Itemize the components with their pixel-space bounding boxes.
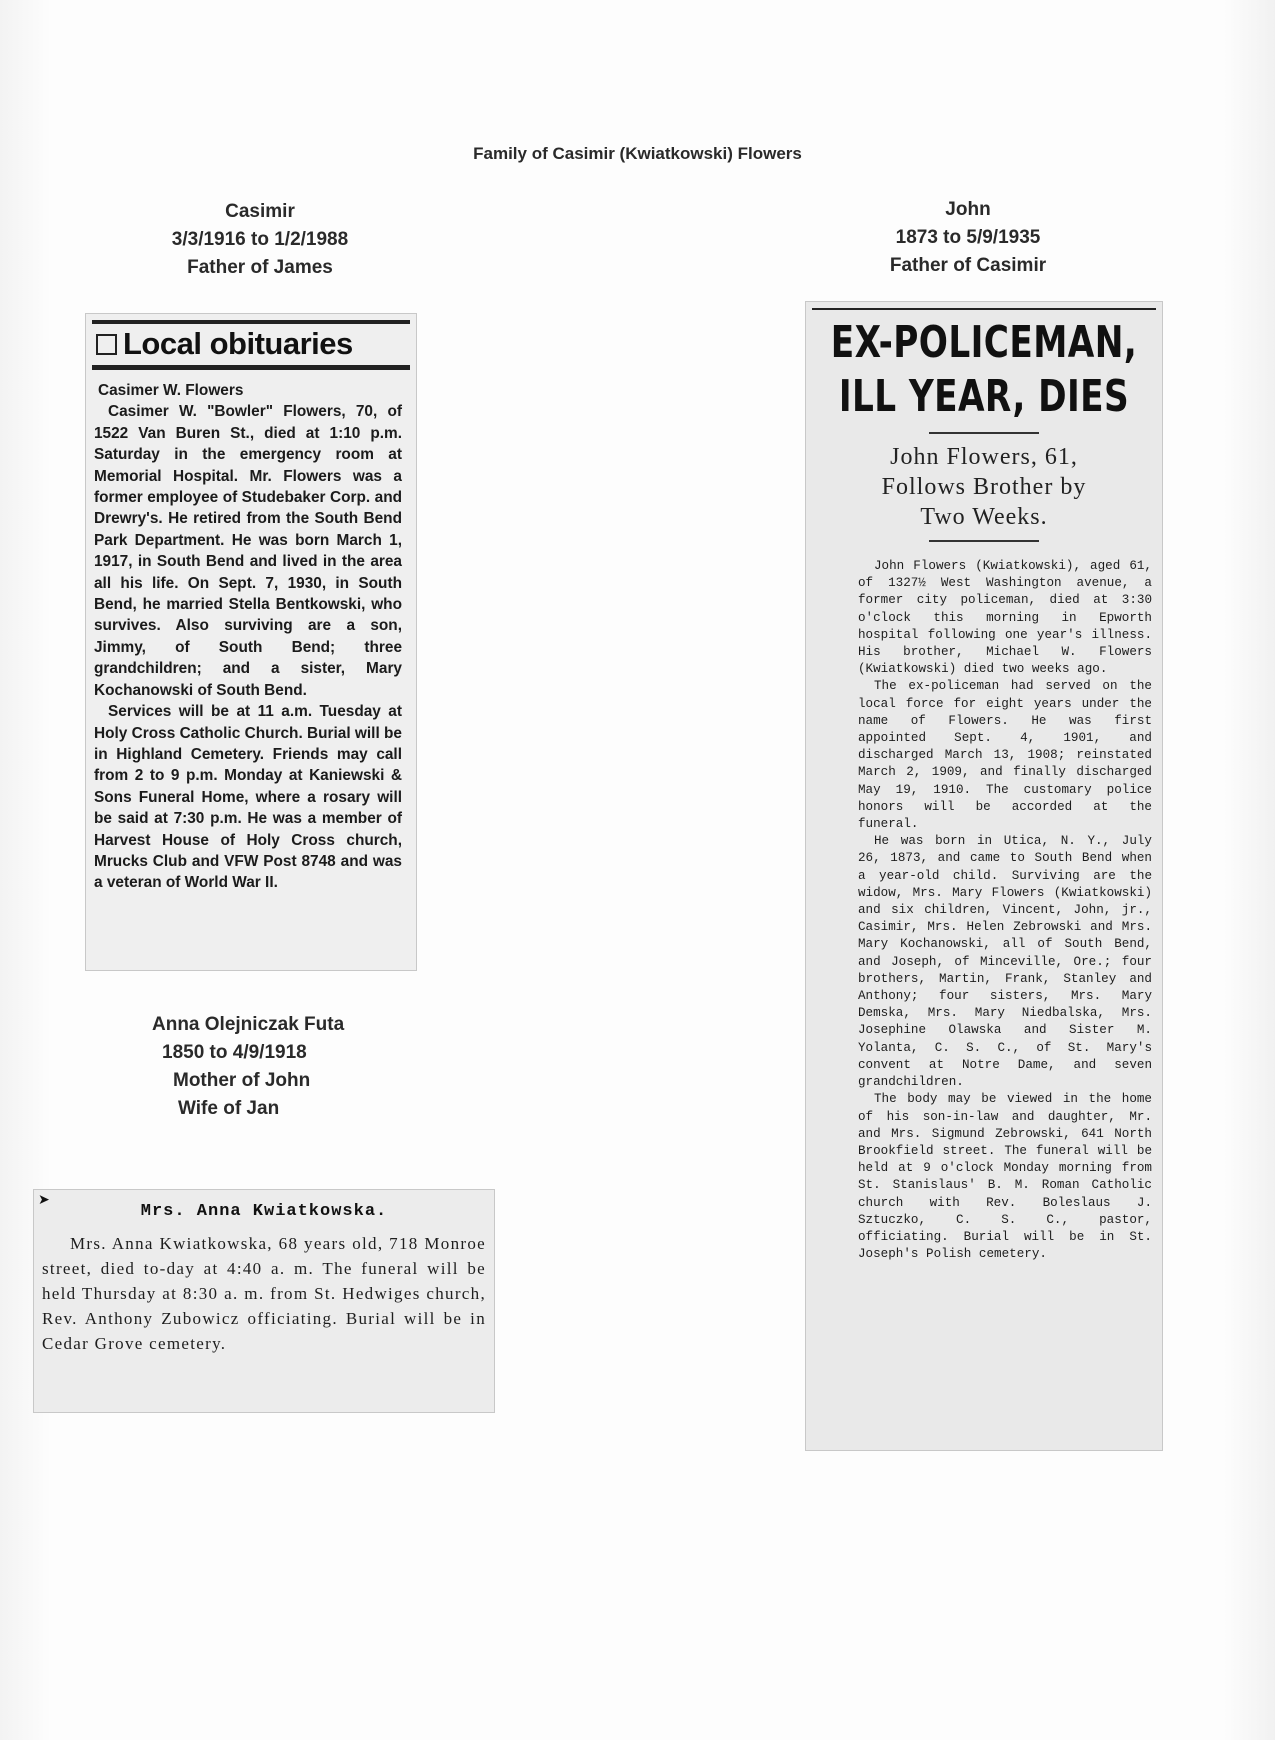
obituary-paragraph: Services will be at 11 a.m. Tuesday at Holy Cross Catholic Church. Burial will be in Highland Cemetery. Friends may call from 2 to 9 p.m. Monday at Kaniewski & Sons Funeral Home, where a rosary will be said at 7:30 p.m. He was a member of Harvest House of Holy Cross church, Mrucks Club and VFW Post 8748 and was a veteran of World War II.: [94, 703, 402, 892]
obituary-paragraph: The body may be viewed in the home of his son-in-law and daughter, Mr. and Mrs. Sigmund Zebrowski, 641 North Brookfield street. The funeral will be held at 9 o'clock Monday morning from St. Stanislaus' B. M. Roman Catholic church with Rev. Boleslaus J. Sztuczko, C. S. C., pastor, officiating. Burial will be in St. Joseph's Polish cemetery.: [858, 1092, 1152, 1262]
john-name: John: [945, 199, 991, 220]
obituary-paragraph: The ex-policeman had served on the local force for eight years under the name of Flowers. He was first appointed Sept. 4, 1901, and discharged March 13, 1908; reinstated March 2, 1909, and finally discharged May 19, 1910. The customary police honors will be accorded at the funeral.: [858, 679, 1152, 832]
headline-line-1: EX-POLICEMAN,: [830, 317, 1138, 368]
john-caption: [848, 196, 1088, 280]
anna-obituary-clipping: [34, 1190, 494, 1412]
casimir-relation: Father of James: [187, 257, 333, 278]
headline-line-2: ILL YEAR, DIES: [838, 371, 1130, 422]
anna-relation: Mother of John: [173, 1070, 311, 1091]
casimir-caption: [140, 198, 380, 282]
obituary-paragraph: He was born in Utica, N. Y., July 26, 1873, and came to South Bend when a year-old child. Surviving are the widow, Mrs. Mary Flowers (Kwiatkowski) and six children, Vincent, John, jr., Casimir, Mrs. Helen Zebrowski and Mrs. Mary Kochanowski, all of South Bend, and Joseph, of Minceville, Ore.; four brothers, Martin, Frank, Stanley and Anthony; four sisters, Mrs. Mary Demska, Mrs. Mary Niedbalska, Mrs. Josephine Olawska and Sister M. Yolanta, C. S. C., of St. Mary's convent at Notre Dame, and seven grandchildren.: [858, 834, 1152, 1090]
obituary-paragraph: Casimer W. "Bowler" Flowers, 70, of 1522 Van Buren St., died at 1:10 p.m. Saturday in the emergency room at Memorial Hospital. Mr. Flowers was a former employee of Studebaker Corp. and Drewry's. He retired from the South Bend Park Department. He was born March 1, 1917, in South Bend and lived in the area all his life. On Sept. 7, 1930, in South Bend, he married Stella Bentkowski, who survives. Also surviving are a son, Jimmy, of South Bend; three grandchildren; and a sister, Mary Kochanowski of South Bend.: [94, 403, 402, 699]
anna-obituary-headline: Mrs. Anna Kwiatkowska.: [140, 1202, 388, 1221]
subhead-line-3: Two Weeks.: [920, 504, 1048, 530]
casimir-obituary-clipping: [86, 314, 416, 970]
obituary-paragraph: Mrs. Anna Kwiatkowska, 68 years old, 718 Monroe street, died to-day at 4:40 a. m. The funeral will be held Thursday at 8:30 a. m. from St. Hedwiges church, Rev. Anthony Zubowicz officiating. Burial will be in Cedar Grove cemetery.: [42, 1234, 486, 1353]
john-obituary-clipping: [806, 302, 1162, 1450]
casimir-name: Casimir: [225, 201, 295, 222]
subhead-line-1: John Flowers, 61,: [890, 444, 1078, 470]
divider: [929, 540, 1039, 542]
divider: [929, 432, 1039, 434]
subhead-line-2: Follows Brother by: [881, 474, 1087, 500]
obituary-name: Casimer W. Flowers: [98, 382, 244, 399]
top-rule: [812, 308, 1156, 310]
obituaries-masthead: [92, 320, 410, 370]
anna-dates: 1850 to 4/9/1918: [162, 1042, 307, 1063]
anna-name: Anna Olejniczak Futa: [152, 1014, 345, 1035]
john-relation: Father of Casimir: [889, 255, 1047, 276]
john-obituary-subhead: [806, 442, 1162, 532]
masthead-title: Local obituaries: [123, 326, 353, 361]
anna-caption: [130, 1011, 370, 1123]
page-title: Family of Casimir (Kwiatkowski) Flowers: [473, 144, 802, 163]
obituary-paragraph: John Flowers (Kwiatkowski), aged 61, of 1327½ West Washington avenue, a former city policeman, died at 3:30 o'clock this morning in Epworth hospital following one year's illness. His brother, Michael W. Flowers (Kwiatkowski) died two weeks ago.: [858, 559, 1152, 677]
checkbox-square-icon: [96, 334, 117, 355]
casimir-obituary-body: [86, 370, 416, 894]
anna-spouse: Wife of Jan: [178, 1098, 280, 1119]
john-obituary-headline: [814, 316, 1154, 424]
john-obituary-body: [806, 550, 1162, 1263]
arrow-mark-icon: ➤: [38, 1193, 50, 1208]
john-dates: 1873 to 5/9/1935: [895, 227, 1041, 248]
casimir-dates: 3/3/1916 to 1/2/1988: [171, 229, 349, 250]
anna-obituary-body: [34, 1221, 494, 1356]
